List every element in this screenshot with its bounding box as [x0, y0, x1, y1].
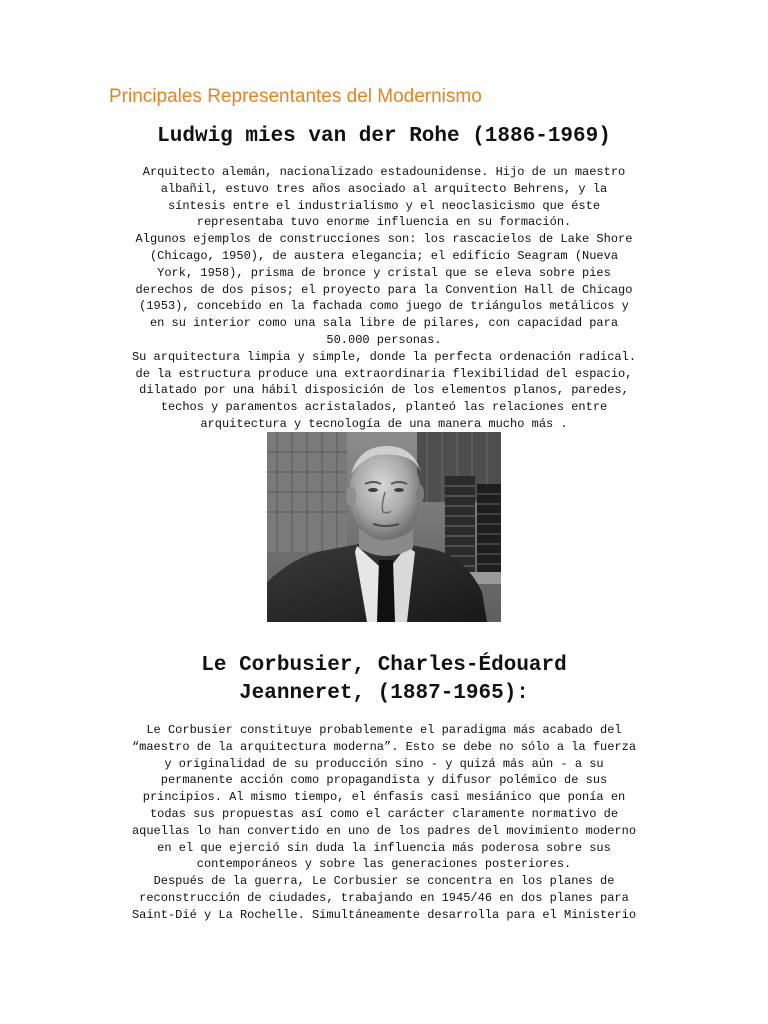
paragraph-line: aquellas lo han convertido en uno de los padres del movimiento moderno: [131, 823, 637, 838]
paragraph-line: todas sus propuestas así como el carácter claramente normativo de: [149, 806, 619, 821]
paragraph-line: York, 1958), prisma de bronce y cristal que se eleva sobre pies: [157, 265, 611, 280]
le-corbusier-paragraph: [110, 722, 658, 924]
portrait-photo: [267, 432, 501, 622]
paragraph-line: 50.000 personas.: [326, 332, 442, 347]
paragraph-line: permanente acción como propagandista y difusor polémico de sus: [160, 773, 608, 788]
section-heading: Principales Representantes del Modernismo: [109, 86, 482, 107]
le-corbusier-title: [0, 652, 768, 708]
paragraph-line: derechos de dos pisos; el proyecto para la Convention Hall de Chicago: [135, 282, 633, 297]
mies-van-der-rohe-paragraph: [110, 164, 658, 433]
paragraph-line: y originalidad de su producción sino - y quizá más aún - a su: [164, 756, 604, 771]
paragraph-line: representaba tuvo enorme influencia en su formación.: [196, 215, 572, 230]
paragraph-line: arquitectura y tecnología de una manera mucho más .: [200, 416, 568, 431]
paragraph-line: techos y paramentos acristalados, planteó las relaciones entre: [160, 400, 608, 415]
paragraph-line: Algunos ejemplos de construcciones son: los rascacielos de Lake Shore: [135, 232, 633, 247]
paragraph-line: de la estructura produce una extraordinaria flexibilidad del espacio,: [135, 366, 633, 381]
paragraph-line: Su arquitectura limpia y simple, donde la perfecta ordenación radical.: [131, 349, 637, 364]
paragraph-line: principios. Al mismo tiempo, el énfasis casi mesiánico que ponía en: [142, 790, 626, 805]
title-line: Jeanneret, (1887-1965):: [239, 682, 529, 705]
paragraph-line: (1953), concebido en la fachada como juego de triángulos metálicos y: [139, 299, 629, 314]
paragraph-line: reconstrucción de ciudades, trabajando en 1945/46 en dos planes para: [139, 890, 629, 905]
paragraph-line: Saint-Dié y La Rochelle. Simultáneamente desarrolla para el Ministerio: [131, 907, 637, 922]
paragraph-line: Arquitecto alemán, nacionalizado estadounidense. Hijo de un maestro: [142, 165, 626, 179]
paragraph-line: contemporáneos y sobre las generaciones posteriores.: [196, 857, 572, 872]
paragraph-line: síntesis entre el industrialismo y el neoclasicismo que éste: [167, 198, 601, 213]
paragraph-line: “maestro de la arquitectura moderna”. Esto se debe no sólo a la fuerza: [131, 739, 637, 754]
mies-van-der-rohe-title: Ludwig mies van der Rohe (1886-1969): [157, 125, 611, 148]
paragraph-line: en su interior como una sala libre de pilares, con capacidad para: [149, 316, 619, 331]
paragraph-line: en el que ejerció sin duda la influencia más poderosa sobre sus: [157, 840, 611, 855]
paragraph-line: albañil, estuvo tres años asociado al arquitecto Behrens, y la: [160, 181, 608, 196]
title-line: Le Corbusier, Charles-Édouard: [201, 654, 567, 677]
paragraph-line: (Chicago, 1950), de austera elegancia; el edificio Seagram (Nueva: [149, 248, 619, 263]
paragraph-line: Le Corbusier constituye probablemente el paradigma más acabado del: [146, 723, 622, 737]
paragraph-line: Después de la guerra, Le Corbusier se concentra en los planes de: [153, 874, 615, 889]
paragraph-line: dilatado por una hábil disposición de los elementos planos, paredes,: [139, 383, 629, 398]
